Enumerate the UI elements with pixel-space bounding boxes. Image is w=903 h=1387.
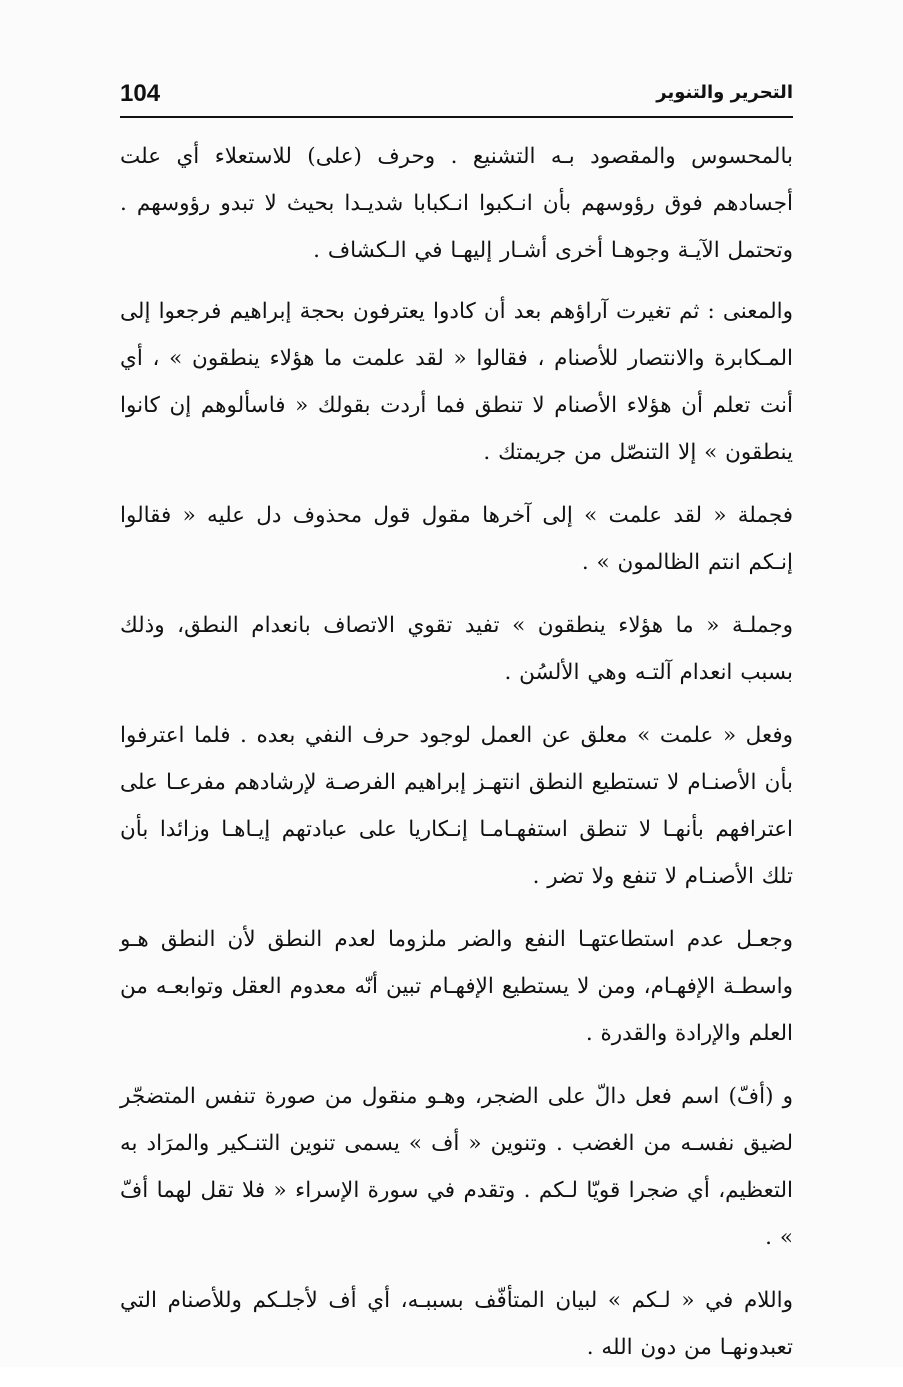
page-body [120,133,793,1387]
paragraph: وجملـة « ما هؤلاء ينطقون » تفيد تقوي الاتصاف بانعدام النطق، وذلك بسبب انعدام آلتـه وهي الألسُن . [120,613,793,685]
paragraph: واللام في « لـكم » لبيان المتأفّف بسببـه، أي أف لأجلـكم وللأصنام التي تعبدونهـا من دون الله . [120,1288,793,1360]
page-header [120,78,793,118]
header-rule [120,116,793,118]
paragraph: و (أفّ) اسم فعل دالّ على الضجر، وهـو منقول من صورة تنفس المتضجّر لضيق نفسـه من الغضب . وتنوين « أف » يسمى تنوين التنـكير والمرَاد به التعظيم، أي ضجرا قويّا لـكم . وتقدم في سورة الإسراء « فلا تقل لهما أفّ » . [120,1084,793,1250]
paragraph: وجعـل عدم استطاعتهـا النفع والضر ملزوما لعدم النطق لأن النطق هـو واسطـة الإفهـام، ومن لا يستطيع الإفهـام تبين أنّه معدوم العقل وتوابعـه من العلم والإرادة والقدرة . [120,927,793,1046]
paragraph: بالمحسوس والمقصود بـه التشنيع . وحرف (على) للاستعلاء أي علت أجسادهم فوق رؤوسهم بأن انـكبوا انـكبابا شديـدا بحيث لا تبدو رؤوسهم . وتحتمل الآيـة وجوهـا أخرى أشـار إليهـا في الـكشاف . [120,144,793,263]
page-number: 104 [120,80,161,107]
paragraph: فجملة « لقد علمت » إلى آخرها مقول قول محذوف دل عليه « فقالوا إنـكم انتم الظالمون » . [120,503,793,575]
paragraph: وفعل « علمت » معلق عن العمل لوجود حرف النفي بعده . فلما اعترفوا بأن الأصنـام لا تستطيع النطق انتهـز إبراهيم الفرصـة لإرشادهم مفرعـا على اعترافهم بأنهـا لا تنطق استفهـامـا إنـكاريا على عبادتهم إيـاهـا وزائدا بأن تلك الأصنـام لا تنفع ولا تضر . [120,723,793,889]
running-title: التحرير والتنوير [656,82,793,103]
paragraph: والمعنى : ثم تغيرت آراؤهم بعد أن كادوا يعترفون بحجة إبراهيم فرجعوا إلى المـكابرة والانتصار للأصنام ، فقالوا « لقد علمت ما هؤلاء ينطقون » ، أي أنت تعلم أن هؤلاء الأصنام لا تنطق فما أردت بقولك « فاسألوهم إن كانوا ينطقون » إلا التنصّل من جريمتك . [120,299,793,465]
